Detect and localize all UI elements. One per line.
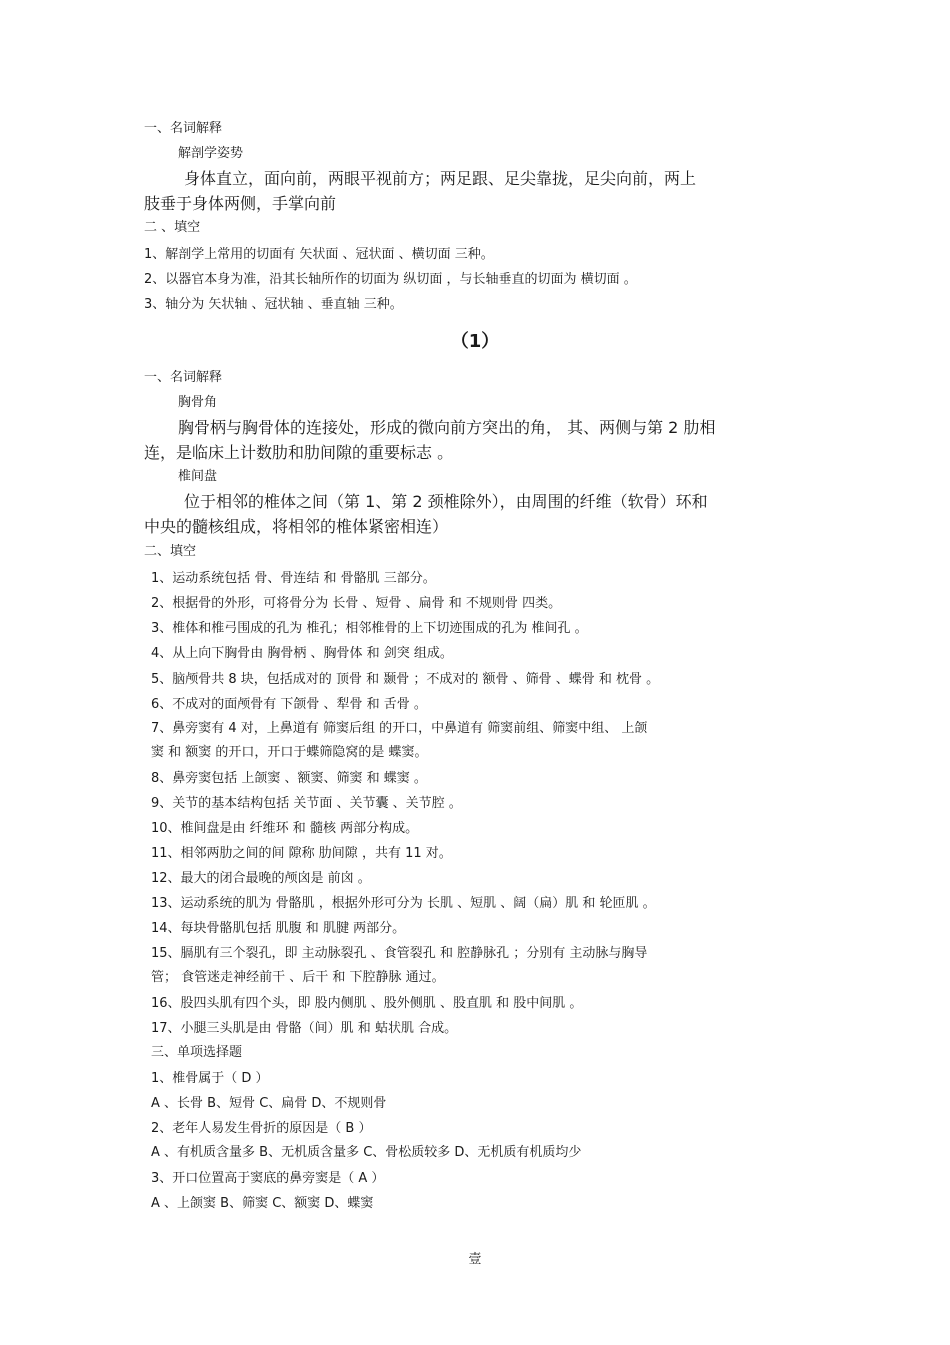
fill-question: 14、每块骨骼肌包括 肌腹 和 肌腱 两部分。 xyxy=(151,921,406,936)
term-title: 胸骨角 xyxy=(178,395,218,410)
section-heading: 一、名词解释 xyxy=(144,121,223,136)
choice-question: 3、开口位置高于窦底的鼻旁窦是（ A ） xyxy=(151,1171,385,1186)
fill-question: 3、轴分为 矢状轴 、冠状轴 、垂直轴 三种。 xyxy=(144,297,403,312)
term-definition: 胸骨柄与胸骨体的连接处，形成的微向前方突出的角， 其、两侧与第 2 肋相 xyxy=(178,418,716,437)
term-definition: 连，是临床上计数肋和肋间隙的重要标志 。 xyxy=(144,443,454,462)
chapter-number: （1） xyxy=(450,331,500,352)
section-heading: 一、名词解释 xyxy=(144,370,223,385)
fill-question: 5、脑颅骨共 8 块，包括成对的 顶骨 和 颞骨 ；不成对的 额骨 、筛骨 、蝶骨 和 枕骨 。 xyxy=(151,672,660,687)
fill-question: 17、小腿三头肌是由 骨骼（间）肌 和 蛄状肌 合成。 xyxy=(151,1021,458,1036)
fill-question: 管； 食管迷走神经前干 、后干 和 下腔静脉 通过。 xyxy=(151,970,445,985)
fill-question: 10、椎间盘是由 纤维环 和 髓核 两部分构成。 xyxy=(151,821,419,836)
section-heading: 二、填空 xyxy=(144,544,197,559)
fill-question: 1、解剖学上常用的切面有 矢状面 、冠状面 、横切面 三种。 xyxy=(144,247,494,262)
fill-question: 2、以器官本身为准，沿其长轴所作的切面为 纵切面 ，与长轴垂直的切面为 横切面 。 xyxy=(144,272,637,287)
fill-question: 13、运动系统的肌为 骨骼肌 ，根据外形可分为 长肌 、短肌 、阔（扁）肌 和 轮匝肌 。 xyxy=(151,896,656,911)
fill-question: 9、关节的基本结构包括 关节面 、关节囊 、关节腔 。 xyxy=(151,796,462,811)
term-definition: 位于相邻的椎体之间（第 1、第 2 颈椎除外），由周围的纤维（软骨）环和 xyxy=(184,492,708,511)
choice-options: A 、长骨 B、短骨 C、扁骨 D、不规则骨 xyxy=(151,1096,387,1111)
fill-question: 3、椎体和椎弓围成的孔为 椎孔；相邻椎骨的上下切迹围成的孔为 椎间孔 。 xyxy=(151,621,588,636)
term-definition: 身体直立，面向前，两眼平视前方；两足跟、足尖靠拢，足尖向前，两上 xyxy=(184,169,697,188)
fill-question: 6、不成对的面颅骨有 下颌骨 、犁骨 和 舌骨 。 xyxy=(151,697,427,712)
fill-question: 12、最大的闭合最晚的颅囟是 前囟 。 xyxy=(151,871,371,886)
section-heading: 二 、填空 xyxy=(144,220,201,235)
fill-question: 16、股四头肌有四个头，即 股内侧肌 、股外侧肌 、股直肌 和 股中间肌 。 xyxy=(151,996,583,1011)
fill-question: 1、运动系统包括 骨、骨连结 和 骨骼肌 三部分。 xyxy=(151,571,436,586)
fill-question: 8、鼻旁窦包括 上颌窦 、额窦、筛窦 和 蝶窦 。 xyxy=(151,771,427,786)
term-definition: 肢垂于身体两侧，手掌向前 xyxy=(144,194,337,213)
fill-question: 4、从上向下胸骨由 胸骨柄 、胸骨体 和 剑突 组成。 xyxy=(151,646,453,661)
choice-question: 2、老年人易发生骨折的原因是（ B ） xyxy=(151,1121,372,1136)
choice-question: 1、椎骨属于（ D ） xyxy=(151,1071,269,1086)
fill-question: 15、膈肌有三个裂孔，即 主动脉裂孔 、食管裂孔 和 腔静脉孔 ；分别有 主动脉与胸导 xyxy=(151,946,648,961)
fill-question: 窦 和 额窦 的开口，开口于蝶筛隐窝的是 蝶窦。 xyxy=(151,745,428,760)
term-definition: 中央的髓核组成，将相邻的椎体紧密相连） xyxy=(144,517,449,536)
term-title: 解剖学姿势 xyxy=(178,146,244,161)
choice-options: A 、有机质含量多 B、无机质含量多 C、骨松质较多 D、无机质有机质均少 xyxy=(151,1145,582,1160)
page-number: 壹 xyxy=(468,1252,482,1267)
fill-question: 2、根据骨的外形，可将骨分为 长骨 、短骨 、扁骨 和 不规则骨 四类。 xyxy=(151,596,562,611)
section-heading: 三、单项选择题 xyxy=(151,1045,243,1060)
fill-question: 11、相邻两肋之间的间 隙称 肋间隙 ，共有 11 对。 xyxy=(151,846,452,861)
choice-options: A 、上颌窦 B、筛窦 C、额窦 D、蝶窦 xyxy=(151,1196,374,1211)
term-title: 椎间盘 xyxy=(178,469,218,484)
fill-question: 7、鼻旁窦有 4 对，上鼻道有 筛窦后组 的开口，中鼻道有 筛窦前组、筛窦中组、 上颌 xyxy=(151,721,648,736)
